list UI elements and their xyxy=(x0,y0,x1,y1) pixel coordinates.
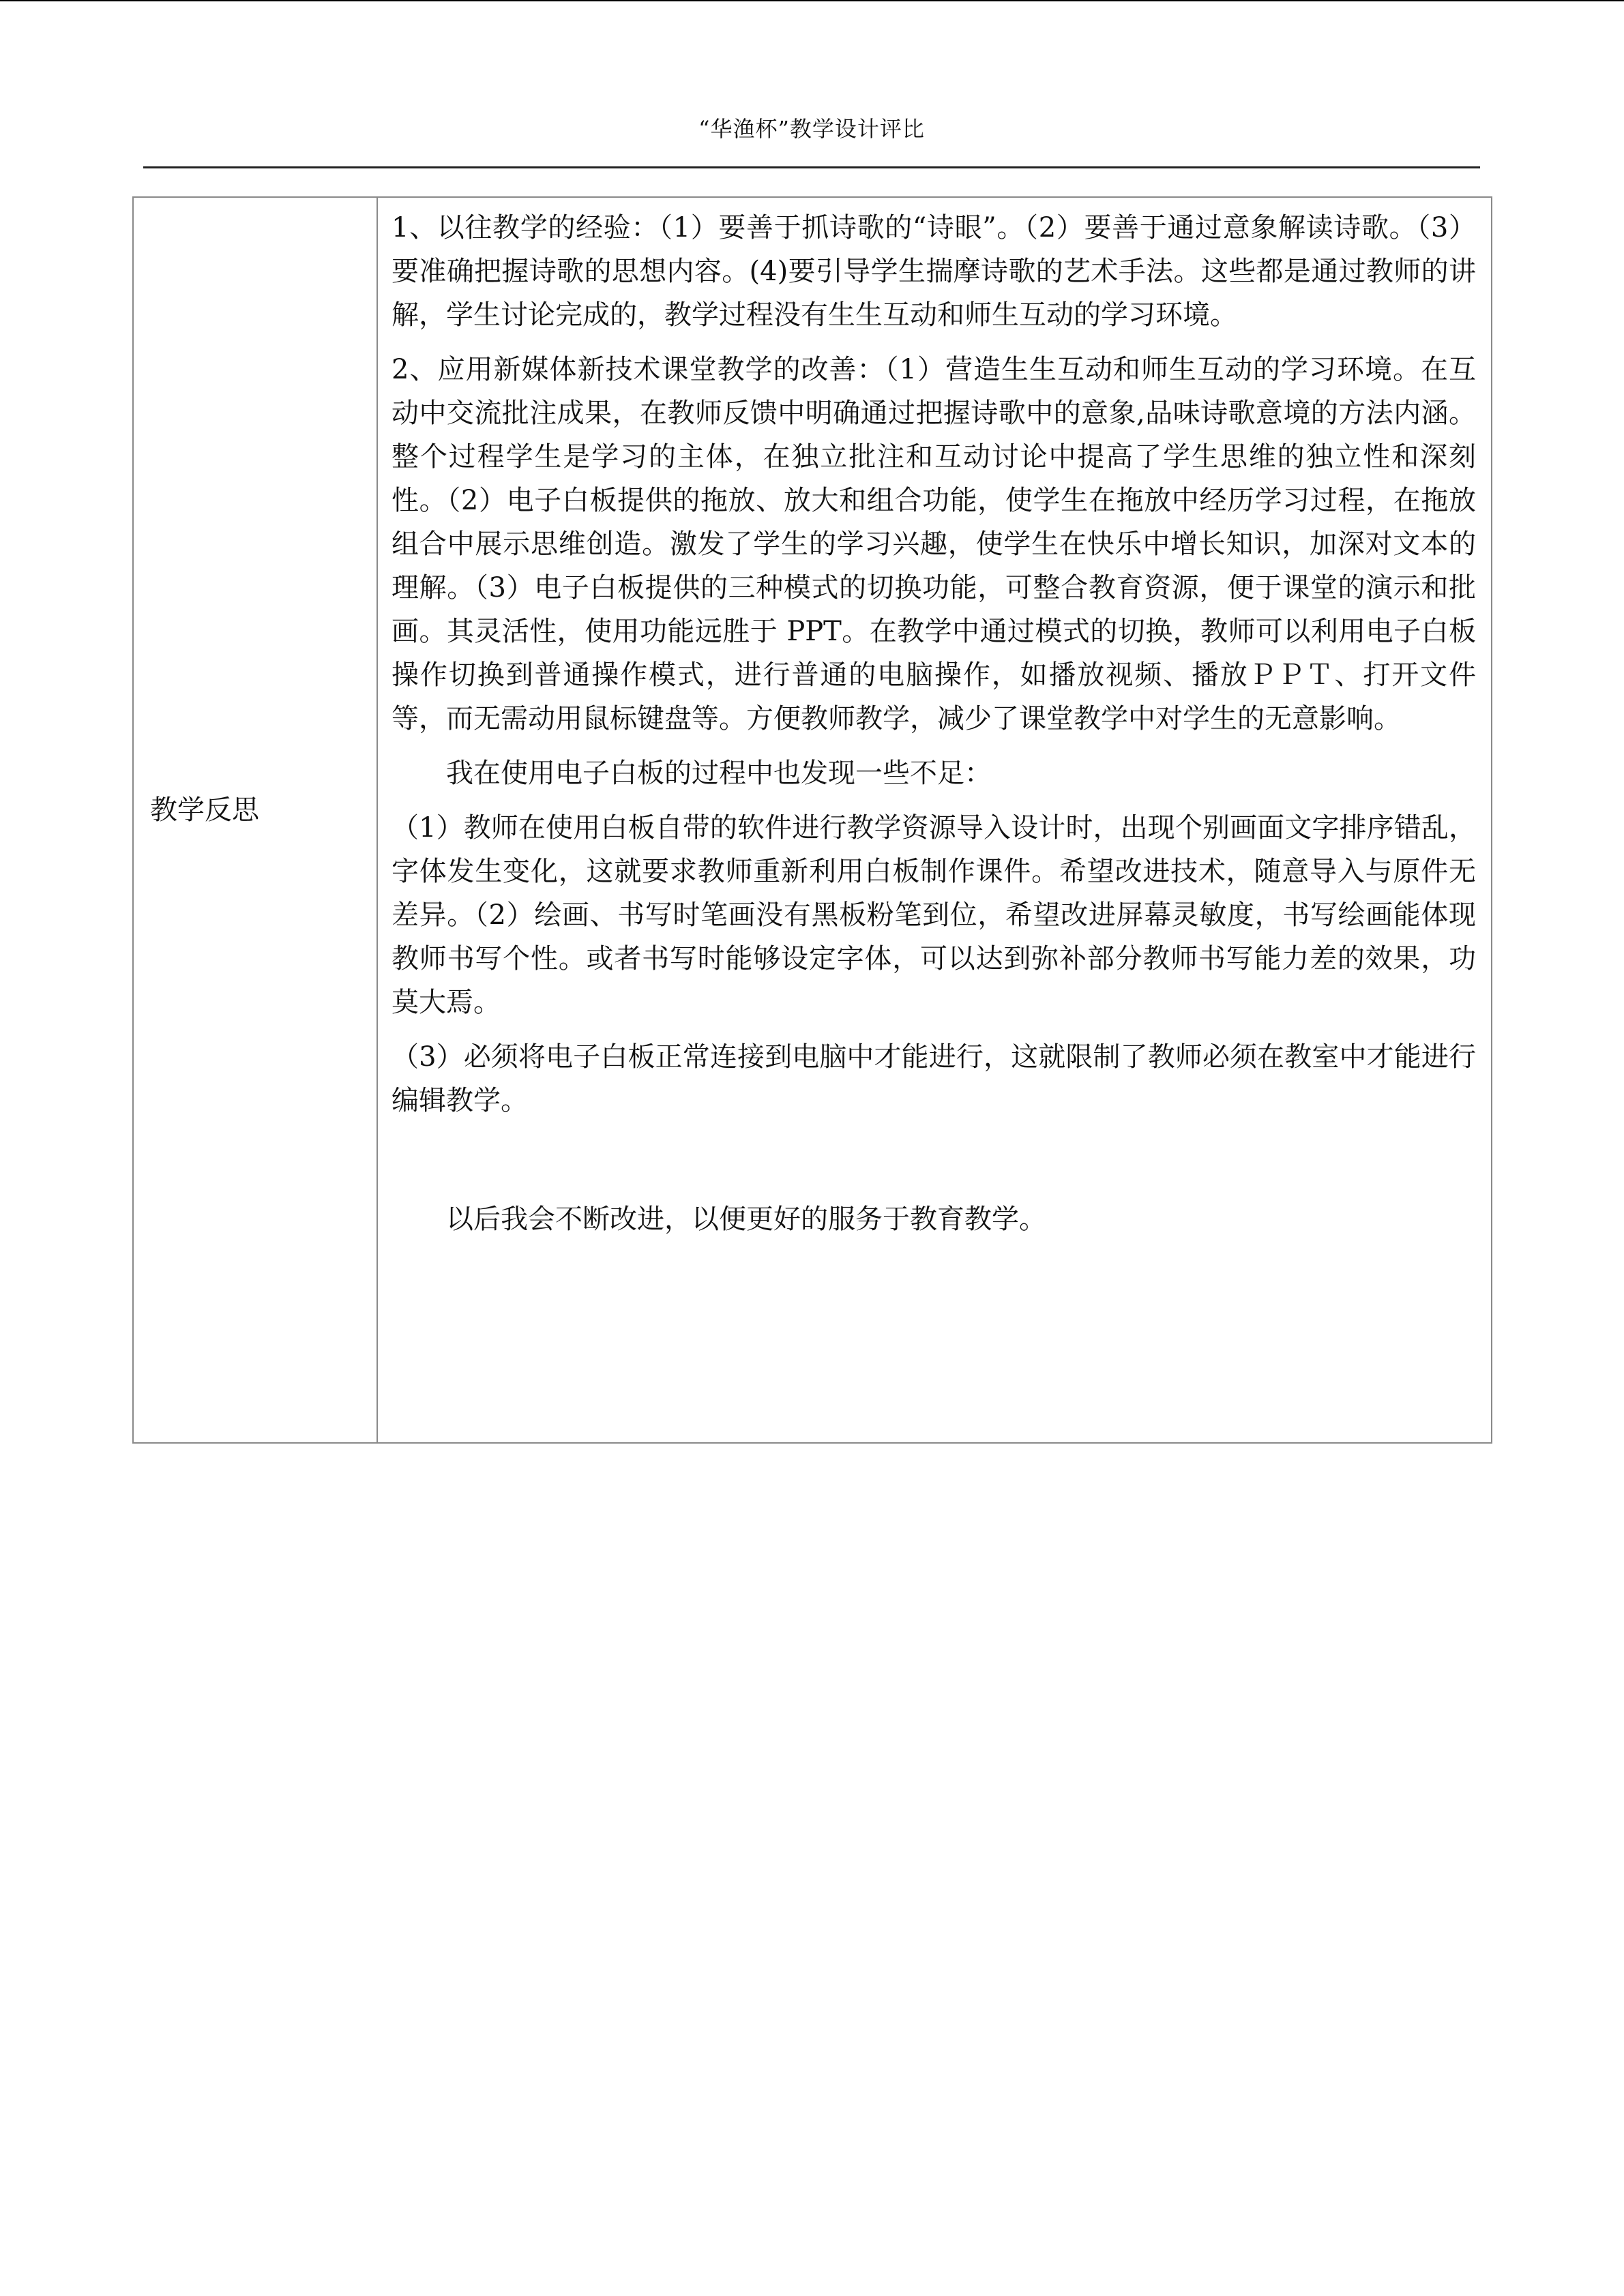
header-rule xyxy=(143,166,1480,168)
paragraph-shortcomings-intro: 我在使用电子白板的过程中也发现一些不足： xyxy=(446,758,992,789)
row-label-cell xyxy=(134,198,378,1442)
page-header-title: “华渔杯”教学设计评比 xyxy=(698,116,925,142)
row-label: 教学反思 xyxy=(150,794,259,826)
paragraph-improvement: 2、应用新媒体新技术课堂教学的改善：（1）营造生生互动和师生互动的学习环境。在互动中交流批注成果，在教师反馈中明确通过把握诗歌中的意象,品味诗歌意境的方法内涵。整个过程学生是学习的主体，在独立批注和互动讨论中提高了学生思维的独立性和深刻性。（2）电子白板提供的拖放、放大和组合功能，使学生在拖放中经历学习过程，在拖放组合中展示思维创造。激发了学生的学习兴趣，使学生在快乐中增长知识，加深对文本的理解。（3）电子白板提供的三种模式的切换功能，可整合教育资源，便于课堂的演示和批画。其灵活性，使用功能远胜于 PPT。在教学中通过模式的切换，教师可以利用电子白板操作切换到普通操作模式，进行普通的电脑操作，如播放视频、播放ＰＰＴ、打开文件等，而无需动用鼠标键盘等。方便教师教学，减少了课堂教学中对学生的无意影响。 xyxy=(392,354,1476,734)
reflection-content-cell xyxy=(378,198,1491,1442)
reflection-table xyxy=(132,196,1492,1444)
page-top-border xyxy=(0,0,1624,1)
paragraph-conclusion: 以后我会不断改进，以便更好的服务于教育教学。 xyxy=(446,1204,1046,1235)
paragraph-past-experience: 1、以往教学的经验：（1）要善于抓诗歌的“诗眼”。（2）要善于通过意象解读诗歌。（3）要准确把握诗歌的思想内容。(4)要引导学生揣摩诗歌的艺术手法。这些都是通过教师的讲解，学生讨论完成的，教学过程没有生生互动和师生互动的学习环境。 xyxy=(392,212,1476,331)
paragraph-shortcoming-1-2: （1）教师在使用白板自带的软件进行教学资源导入设计时，出现个别画面文字排序错乱，字体发生变化，这就要求教师重新利用白板制作课件。希望改进技术，随意导入与原件无差异。（2）绘画、书写时笔画没有黑板粉笔到位，希望改进屏幕灵敏度，书写绘画能体现教师书写个性。或者书写时能够设定字体，可以达到弥补部分教师书写能力差的效果，功莫大焉。 xyxy=(392,812,1476,1018)
paragraph-shortcoming-3: （3）必须将电子白板正常连接到电脑中才能进行，这就限制了教师必须在教室中才能进行编辑教学。 xyxy=(392,1041,1476,1116)
